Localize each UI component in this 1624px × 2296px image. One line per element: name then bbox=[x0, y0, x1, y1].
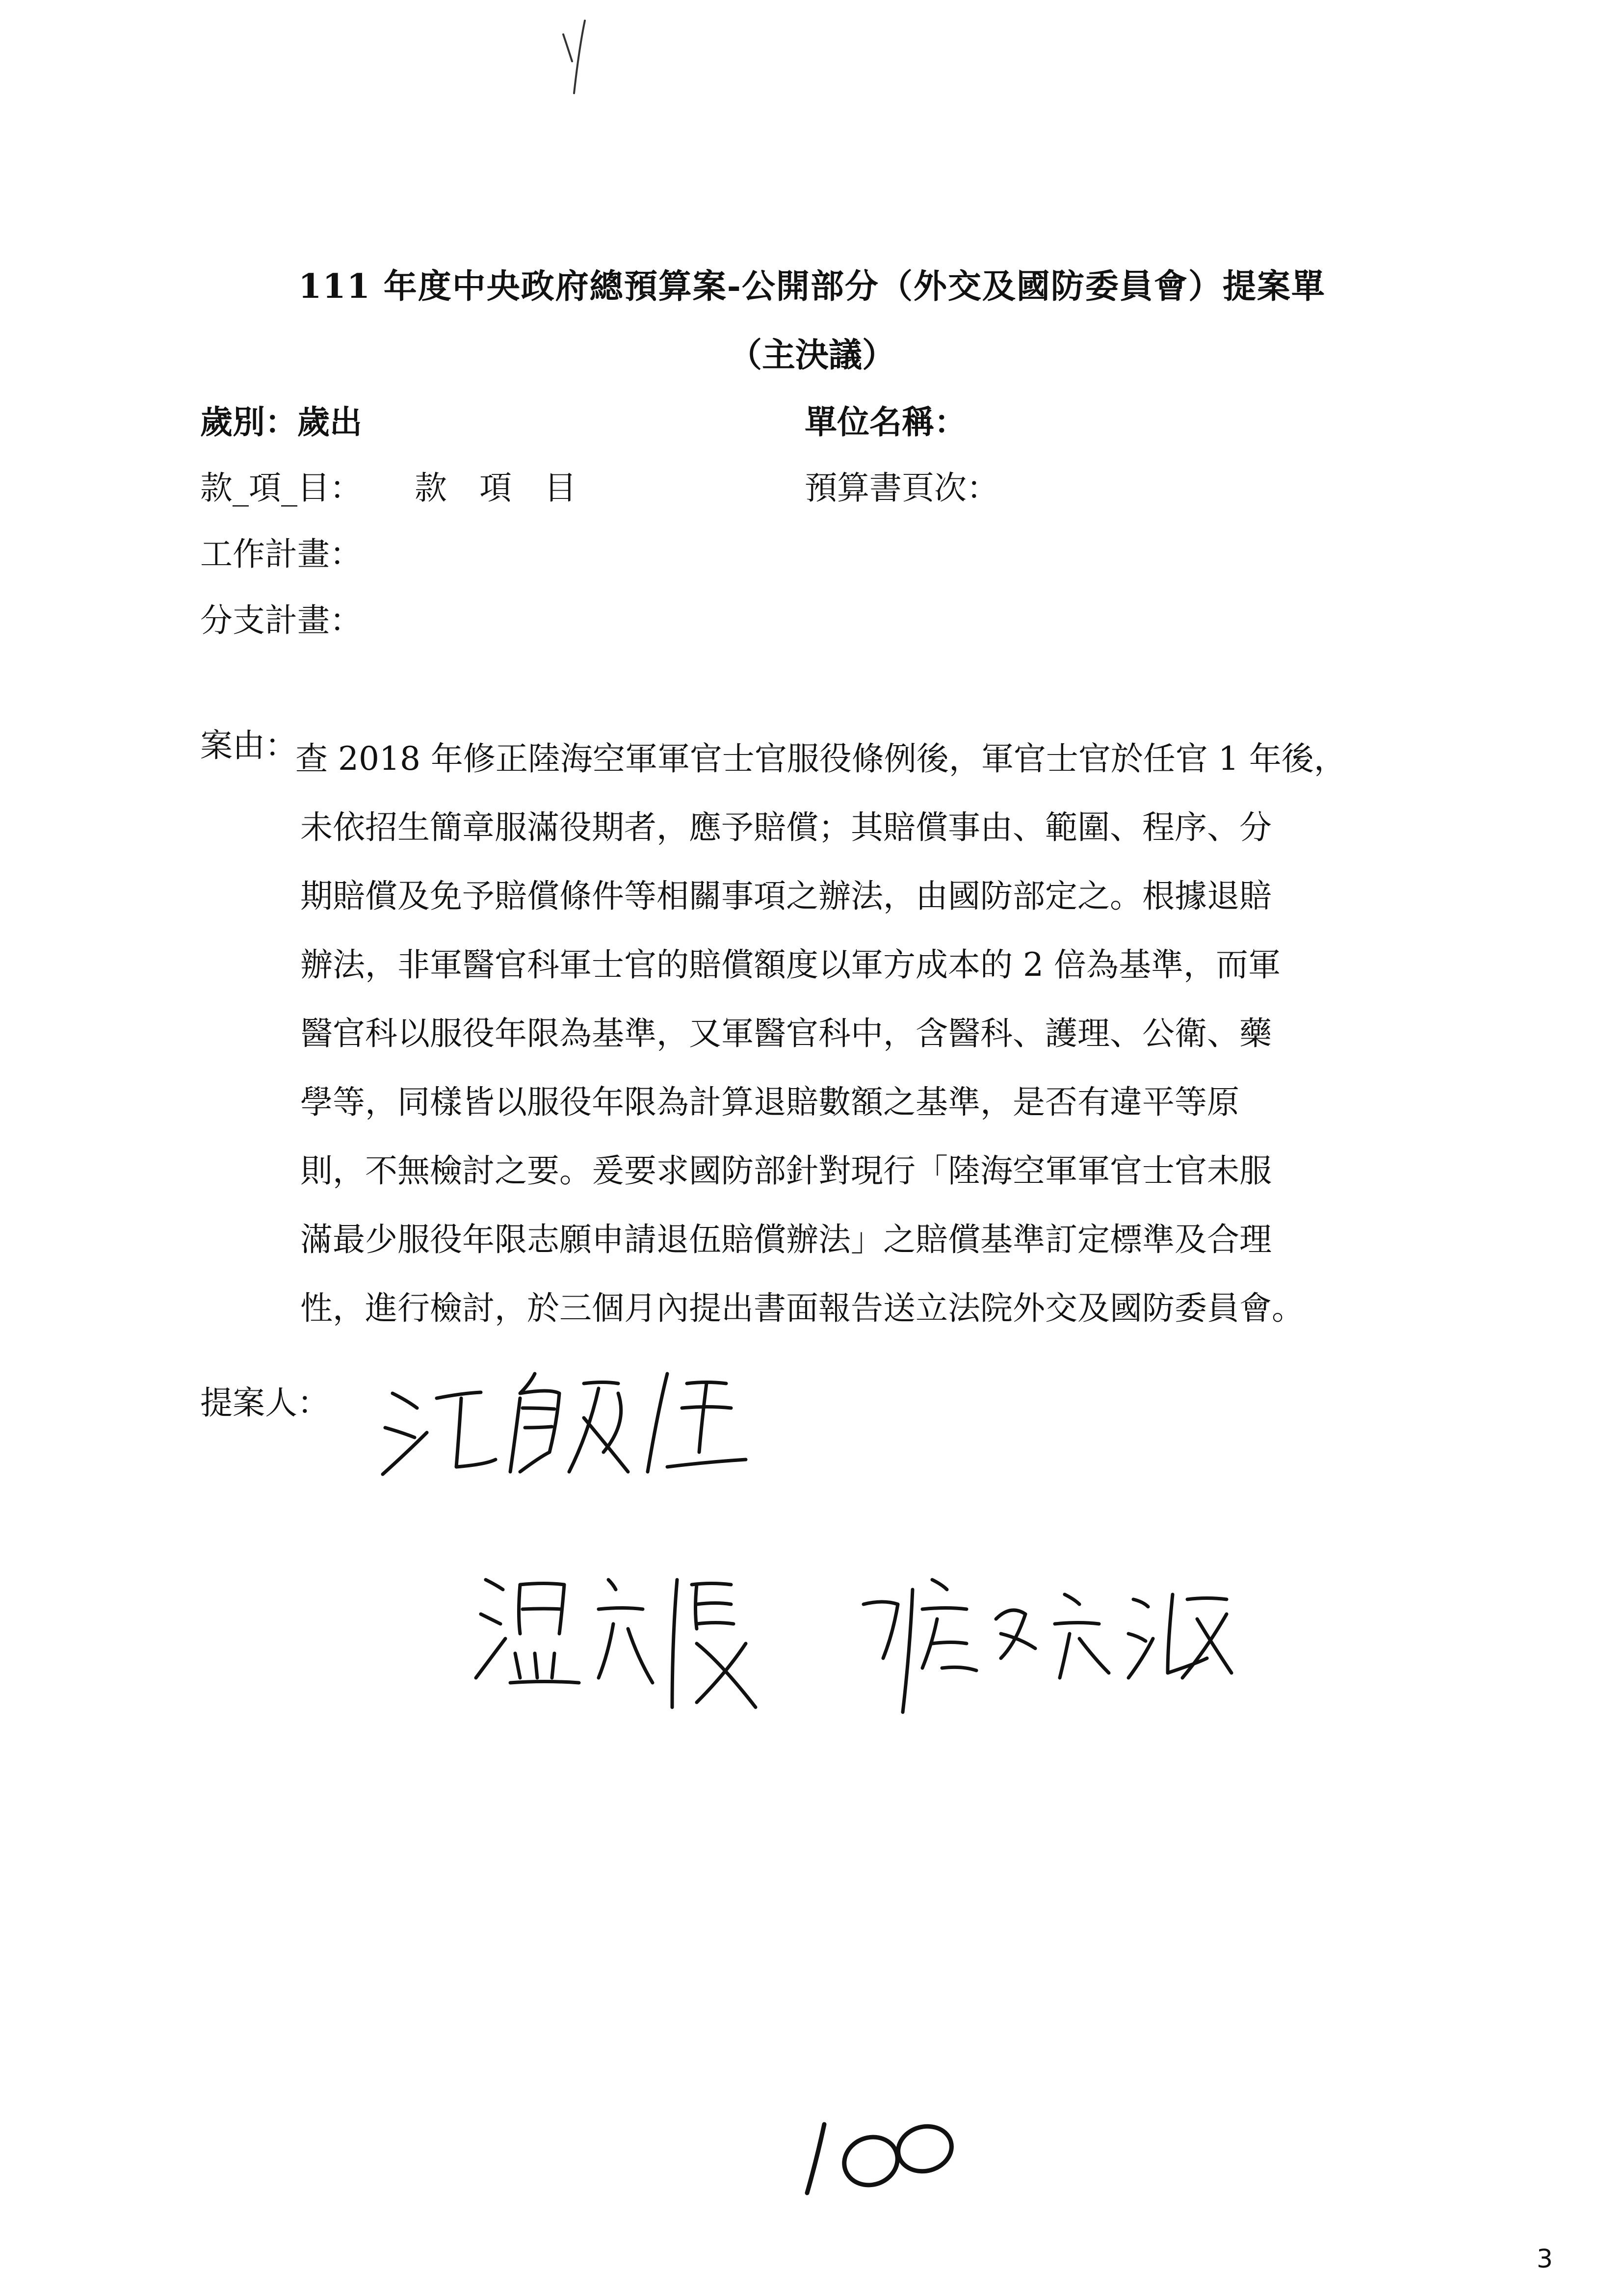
budget-page-field: 預算書頁次： bbox=[805, 469, 999, 507]
item-value: 款 項 目 bbox=[415, 469, 576, 507]
sub-plan-field: 分支計畫： bbox=[200, 601, 362, 639]
page-subtitle: （主決議） bbox=[728, 336, 895, 375]
handwritten-signature bbox=[373, 1354, 775, 1482]
reason-line: 學等，同樣皆以服役年限為計算退賠數額之基準，是否有違平等原 bbox=[300, 1083, 1239, 1121]
reason-line: 查 2018 年修正陸海空軍軍官士官服役條例後，軍官士官於任官 1 年後， bbox=[295, 740, 1346, 778]
reason-line: 期賠償及免予賠償條件等相關事項之辦法，由國防部定之。根據退賠 bbox=[300, 877, 1272, 915]
reason-line: 滿最少服役年限志願申請退伍賠償辦法」之賠償基準訂定標準及合理 bbox=[300, 1221, 1272, 1258]
item-label: 款_項_目： bbox=[200, 469, 362, 507]
handwritten-signature bbox=[854, 1560, 1276, 1722]
reason-label: 案由： bbox=[200, 727, 297, 764]
corner-page-number: 3 bbox=[1536, 2244, 1553, 2274]
proposer-label: 提案人： bbox=[200, 1384, 330, 1422]
reason-line: 則，不無檢討之要。爰要求國防部針對現行「陸海空軍軍官士官未服 bbox=[300, 1152, 1272, 1190]
reason-line: 辦法，非軍醫官科軍士官的賠償額度以軍方成本的 2 倍為基準，而軍 bbox=[300, 946, 1281, 984]
work-plan-field: 工作計畫： bbox=[200, 535, 362, 573]
reason-line: 性，進行檢討，於三個月內提出書面報告送立法院外交及國防委員會。 bbox=[300, 1289, 1304, 1327]
reason-line: 未依招生簡章服滿役期者，應予賠償；其賠償事由、範圍、程序、分 bbox=[300, 809, 1272, 846]
handwritten-page-number bbox=[790, 2110, 967, 2203]
check-mark-icon bbox=[559, 15, 589, 98]
reason-body bbox=[295, 725, 1473, 1343]
category-field: 歲別：歲出 bbox=[200, 403, 362, 441]
page-title: 111 年度中央政府總預算案-公開部分（外交及國防委員會）提案單 bbox=[298, 267, 1326, 306]
handwritten-signature bbox=[466, 1560, 819, 1722]
unit-name-field: 單位名稱： bbox=[805, 403, 967, 441]
reason-line: 醫官科以服役年限為基準，又軍醫官科中，含醫科、護理、公衛、藥 bbox=[300, 1015, 1272, 1052]
